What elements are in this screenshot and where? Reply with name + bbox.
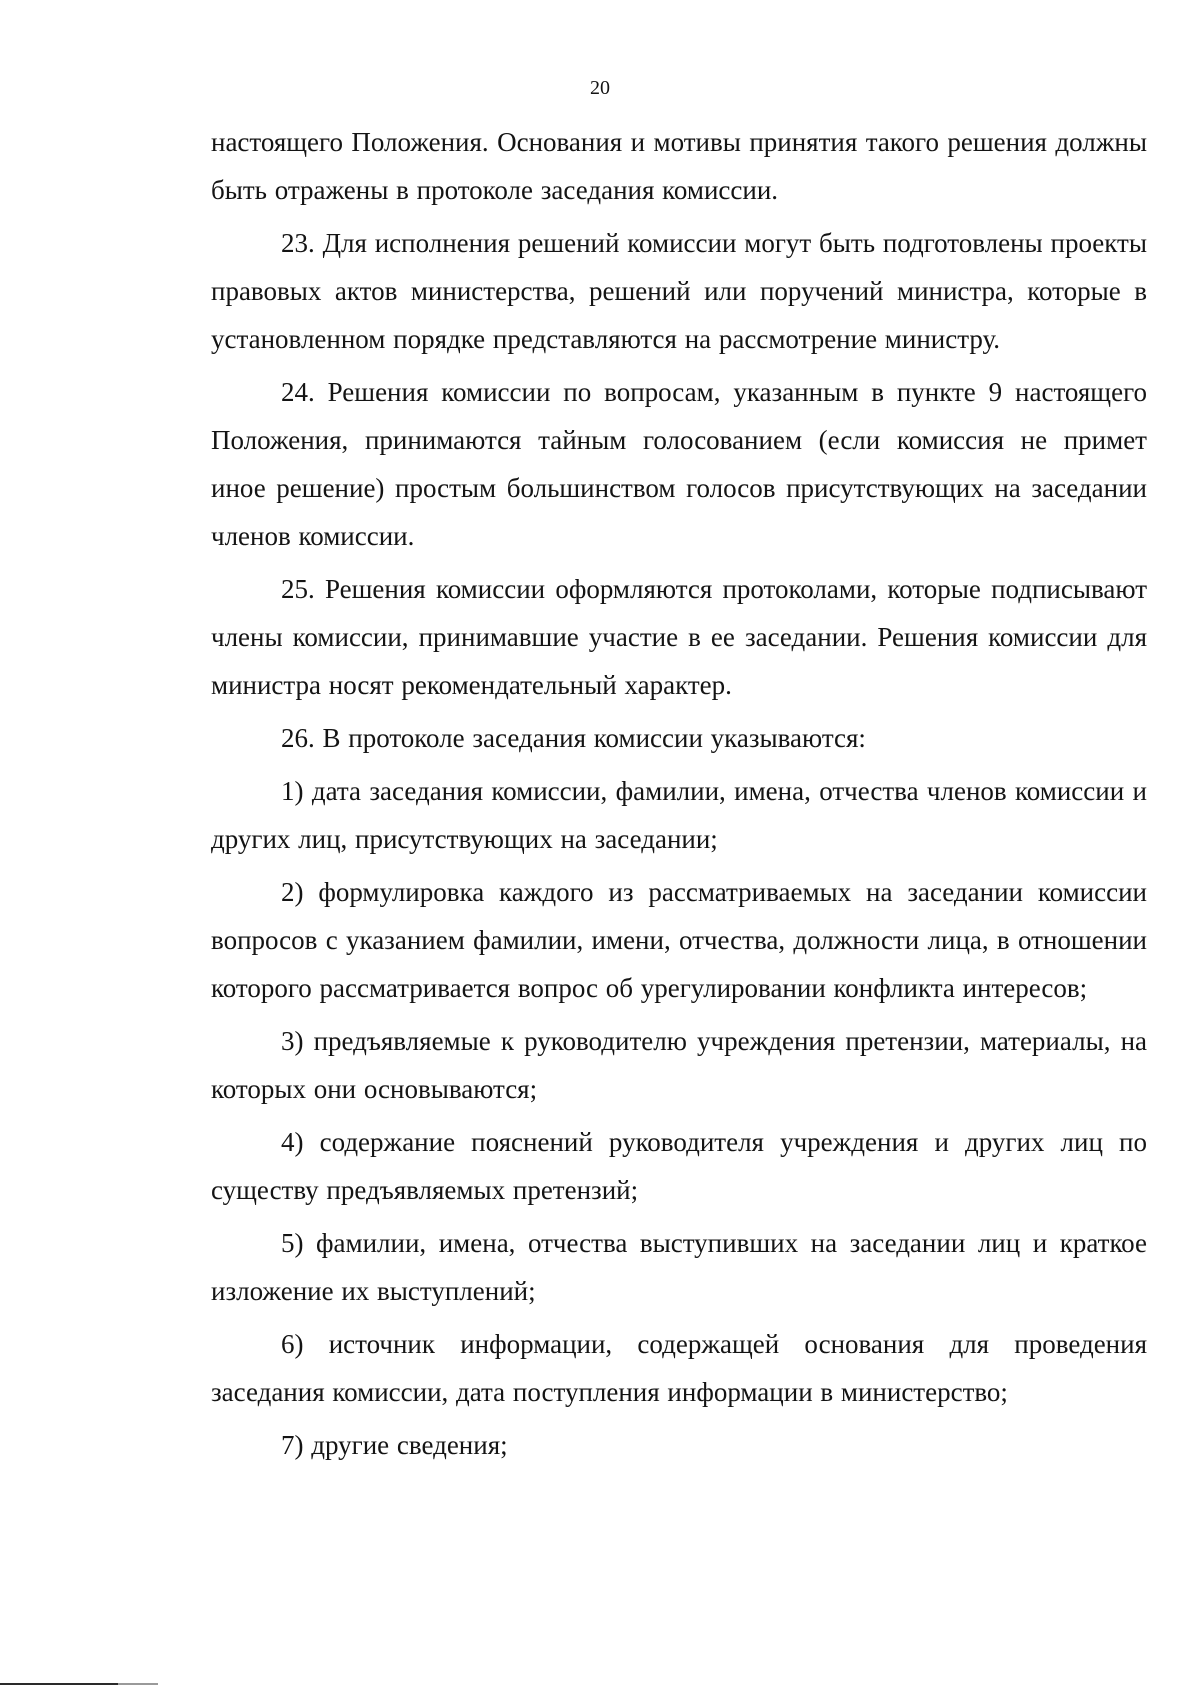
document-body [211, 118, 1147, 1474]
paragraph-24: 24. Решения комиссии по вопросам, указанным в пункте 9 настоящего Положения, принимаются тайным голосованием (если комиссия не примет иное решение) простым большинством голосов присутствующих на заседании членов комиссии. [211, 377, 1147, 551]
paragraph-26: 26. В протоколе заседания комиссии указываются: [281, 723, 866, 753]
paragraph-continuation: настоящего Положения. Основания и мотивы принятия такого решения должны быть отражены в протоколе заседания комиссии. [211, 127, 1147, 205]
paragraph-23: 23. Для исполнения решений комиссии могут быть подготовлены проекты правовых актов министерства, решений или поручений министра, которые в установленном порядке представляются на рассмотрение министру. [211, 228, 1147, 354]
list-item-7: 7) другие сведения; [281, 1430, 508, 1460]
list-item-6: 6) источник информации, содержащей основания для проведения заседания комиссии, дата поступления информации в министерство; [211, 1329, 1147, 1407]
list-item-2: 2) формулировка каждого из рассматриваемых на заседании комиссии вопросов с указанием фамилии, имени, отчества, должности лица, в отношении которого рассматривается вопрос об урегулировании конфликта интересов; [211, 877, 1147, 1003]
list-item-4: 4) содержание пояснений руководителя учреждения и других лиц по существу предъявляемых претензий; [211, 1127, 1147, 1205]
list-item-3: 3) предъявляемые к руководителю учреждения претензии, материалы, на которых они основываются; [211, 1026, 1147, 1104]
list-item-5: 5) фамилии, имена, отчества выступивших на заседании лиц и краткое изложение их выступлений; [211, 1228, 1147, 1306]
list-item-1: 1) дата заседания комиссии, фамилии, имена, отчества членов комиссии и других лиц, присутствующих на заседании; [211, 776, 1147, 854]
page-number: 20 [590, 77, 610, 99]
scan-edge-mark-faint [118, 1683, 158, 1685]
scan-edge-mark [0, 1683, 118, 1685]
paragraph-25: 25. Решения комиссии оформляются протоколами, которые подписывают члены комиссии, принимавшие участие в ее заседании. Решения комиссии для министра носят рекомендательный характер. [211, 574, 1147, 700]
